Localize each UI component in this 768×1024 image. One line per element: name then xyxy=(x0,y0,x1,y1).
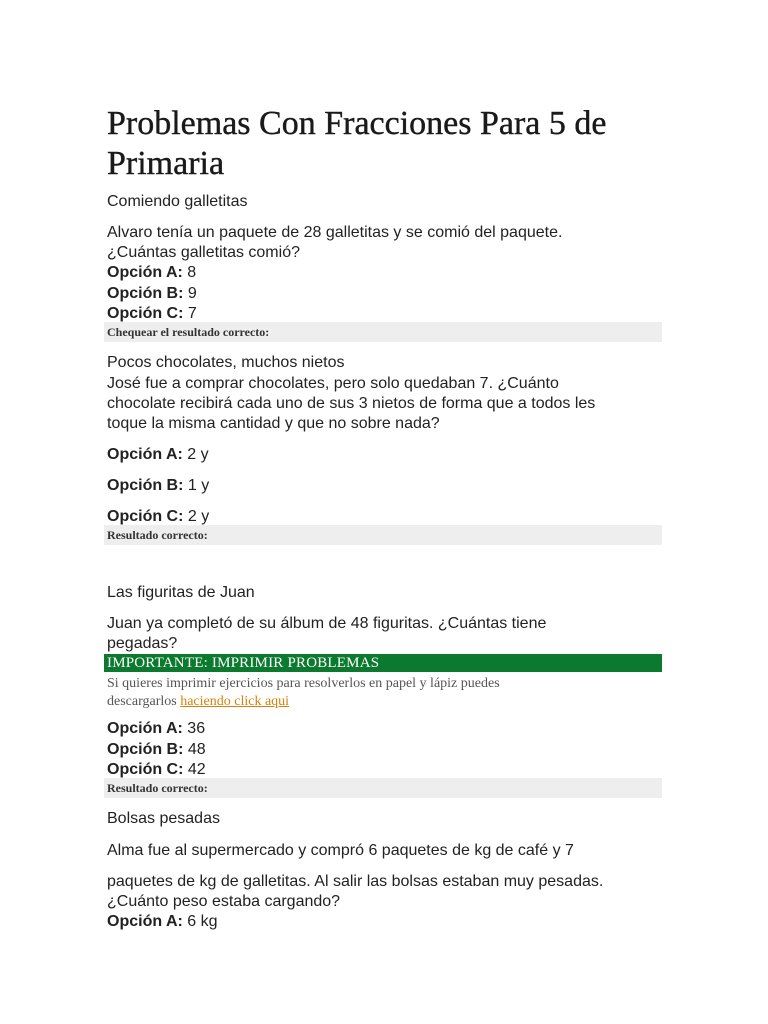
problem3-text-line1: Juan ya completó de su álbum de 48 figuritas. ¿Cuántas tiene xyxy=(107,615,547,632)
option-value: 2 y xyxy=(187,446,209,463)
problem2-text-line2: chocolate recibirá cada uno de sus 3 nietos de forma que a todos les xyxy=(107,395,596,412)
option-label: Opción C: xyxy=(107,761,184,778)
problem1-text-line2: ¿Cuántas galletitas comió? xyxy=(107,244,300,261)
problem4-option-a xyxy=(107,912,218,932)
problem2-text-line1: José fue a comprar chocolates, pero solo quedaban 7. ¿Cuánto xyxy=(107,375,559,392)
option-label: Opción A: xyxy=(107,913,183,930)
promo-text-line2: descargarlos xyxy=(107,694,177,709)
problem2-option-b xyxy=(107,476,209,496)
problem4-text-line2: paquetes de kg de galletitas. Al salir las bolsas estaban muy pesadas. xyxy=(107,873,604,890)
problem4-text-line1: Alma fue al supermercado y compró 6 paquetes de kg de café y 7 xyxy=(107,842,574,859)
option-value: 42 xyxy=(187,761,206,778)
problem4-text-line3: ¿Cuánto peso estaba cargando? xyxy=(107,893,341,910)
problem4-heading: Bolsas pesadas xyxy=(107,810,220,827)
option-label: Opción B: xyxy=(107,741,184,758)
problem1-text-line1: Alvaro tenía un paquete de 28 galletitas y se comió del paquete. xyxy=(107,224,563,241)
problem1-option-a xyxy=(107,263,196,283)
problem3-text-line2: pegadas? xyxy=(107,635,178,652)
option-label: Opción A: xyxy=(107,264,183,281)
option-label: Opción C: xyxy=(107,305,184,322)
option-value: 36 xyxy=(187,720,206,737)
option-label: Opción C: xyxy=(107,508,184,525)
problem2-result-toggle[interactable] xyxy=(104,525,662,545)
problem2-option-c xyxy=(107,507,209,527)
problem3-option-a xyxy=(107,719,205,739)
problem2-text-line3: toque la misma cantidad y que no sobre nada? xyxy=(107,415,440,432)
problem3-result-toggle[interactable] xyxy=(104,778,662,798)
problem2-option-a xyxy=(107,445,209,465)
download-link[interactable]: haciendo click aqui xyxy=(180,694,290,709)
option-label: Opción A: xyxy=(107,720,183,737)
option-label: Opción B: xyxy=(107,285,184,302)
option-label: Opción B: xyxy=(107,477,184,494)
result-label: Resultado correcto: xyxy=(107,781,208,795)
option-value: 8 xyxy=(187,264,197,281)
page-title: Problemas Con Fracciones Para 5 de Primaria xyxy=(107,105,607,182)
option-value: 48 xyxy=(187,741,206,758)
problem1-option-b xyxy=(107,284,197,304)
option-label: Opción A: xyxy=(107,446,183,463)
problem3-heading: Las figuritas de Juan xyxy=(107,584,255,601)
option-value: 1 y xyxy=(187,477,210,494)
print-banner-text: IMPORTANTE: IMPRIMIR PROBLEMAS xyxy=(107,655,380,671)
problem2-heading: Pocos chocolates, muchos nietos xyxy=(107,354,345,371)
problem3-option-b xyxy=(107,740,206,760)
problem1-heading: Comiendo galletitas xyxy=(107,193,248,210)
option-value: 9 xyxy=(187,285,197,302)
result-label: Resultado correcto: xyxy=(107,528,208,542)
promo-text-line1: Si quieres imprimir ejercicios para resolverlos en papel y lápiz puedes xyxy=(107,676,500,691)
problem3-option-c xyxy=(107,760,206,780)
option-value: 6 kg xyxy=(187,913,218,930)
option-value: 7 xyxy=(187,305,197,322)
print-promo xyxy=(107,675,567,711)
problem1-result-toggle[interactable] xyxy=(104,322,662,342)
result-label: Chequear el resultado correcto: xyxy=(107,325,270,339)
option-value: 2 y xyxy=(187,508,210,525)
problem1-option-c xyxy=(107,304,197,324)
print-banner xyxy=(104,654,662,672)
